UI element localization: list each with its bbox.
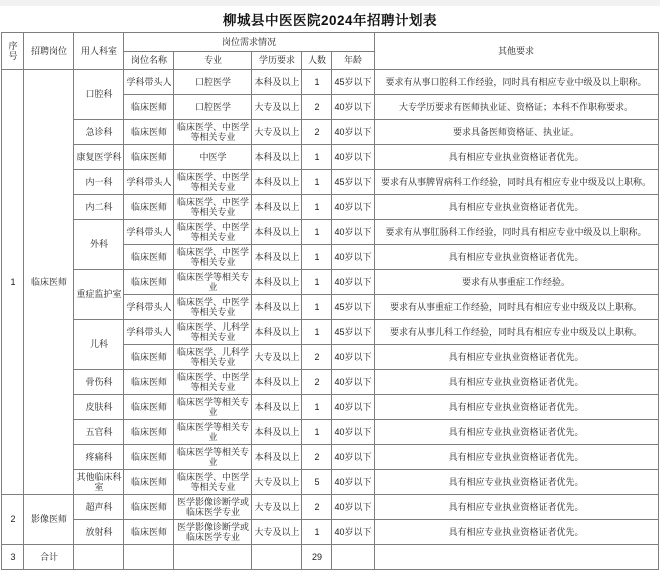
table-cell: 临床医学等相关专业: [174, 395, 252, 420]
table-row: [2, 520, 658, 545]
table-cell: 临床医师: [124, 395, 174, 420]
table-cell: 40岁以下: [332, 270, 374, 295]
header-education: 学历要求: [252, 52, 302, 70]
table-cell: 临床医师: [24, 70, 74, 495]
table-row: [2, 370, 658, 395]
table-cell: 临床医师: [124, 95, 174, 120]
table-cell: 急诊科: [74, 120, 124, 145]
table-row: [2, 120, 658, 145]
table-cell: 临床医学、中医学等相关专业: [174, 120, 252, 145]
table-cell: 2: [302, 95, 332, 120]
recruitment-table: [1, 32, 658, 570]
table-cell: 40岁以下: [332, 120, 374, 145]
header-major: 专业: [174, 52, 252, 70]
table-cell: 2: [302, 445, 332, 470]
table-cell: 临床医师: [124, 495, 174, 520]
table-cell: [74, 545, 124, 570]
page-title: 柳城县中医医院2024年招聘计划表: [222, 13, 438, 28]
table-cell: 要求有从事重症工作经验。: [374, 270, 658, 295]
table-cell: 1: [302, 270, 332, 295]
table-cell: 临床医学、中医学等相关专业: [174, 470, 252, 495]
table-cell: 临床医学、中医学等相关专业: [174, 245, 252, 270]
table-cell: 中医学: [174, 145, 252, 170]
table-cell: 儿科: [74, 320, 124, 370]
table-cell: 3: [2, 545, 24, 570]
table-cell: 临床医学等相关专业: [174, 445, 252, 470]
header-position: 招聘岗位: [24, 33, 74, 70]
table-cell: 40岁以下: [332, 395, 374, 420]
table-cell: 1: [302, 145, 332, 170]
table-cell: 口腔医学: [174, 95, 252, 120]
table-cell: [124, 545, 174, 570]
table-row: [2, 495, 658, 520]
table-cell: 临床医学、中医学等相关专业: [174, 195, 252, 220]
table-cell: 临床医师: [124, 270, 174, 295]
table-cell: 40岁以下: [332, 245, 374, 270]
table-cell: 1: [302, 170, 332, 195]
table-cell: 1: [302, 245, 332, 270]
table-cell: 大专及以上: [252, 470, 302, 495]
table-cell: 2: [302, 495, 332, 520]
table-cell: 临床医师: [124, 445, 174, 470]
table-row: [2, 445, 658, 470]
table-cell: 口腔科: [74, 70, 124, 120]
table-cell: 五官科: [74, 420, 124, 445]
table-cell: 45岁以下: [332, 320, 374, 345]
table-row: [2, 220, 658, 245]
table-cell: 医学影像诊断学或临床医学专业: [174, 520, 252, 545]
table-cell: 临床医师: [124, 245, 174, 270]
table-cell: 内二科: [74, 195, 124, 220]
table-cell: 本科及以上: [252, 320, 302, 345]
header-age: 年龄: [332, 52, 374, 70]
table-cell: 1: [302, 520, 332, 545]
table-cell: 要求有从事重症工作经验，同时具有相应专业中级及以上职称。: [374, 295, 658, 320]
table-cell: 临床医师: [124, 520, 174, 545]
table-cell: 1: [2, 70, 24, 495]
table-cell: 40岁以下: [332, 495, 374, 520]
table-cell: 具有相应专业执业资格证者优先。: [374, 245, 658, 270]
table-row: [2, 545, 658, 570]
table-cell: 要求有从事肛肠科工作经验，同时具有相应专业中级及以上职称。: [374, 220, 658, 245]
table-cell: 超声科: [74, 495, 124, 520]
table-cell: 1: [302, 70, 332, 95]
table-cell: 5: [302, 470, 332, 495]
table-header: [2, 33, 658, 70]
table-cell: 29: [302, 545, 332, 570]
table-cell: 具有相应专业执业资格证者优先。: [374, 195, 658, 220]
table-cell: 口腔医学: [174, 70, 252, 95]
table-cell: [174, 545, 252, 570]
table-cell: 40岁以下: [332, 145, 374, 170]
table-cell: 临床医学等相关专业: [174, 420, 252, 445]
table-cell: 本科及以上: [252, 170, 302, 195]
header-count: 人数: [302, 52, 332, 70]
table-cell: 大专及以上: [252, 495, 302, 520]
table-row: [2, 170, 658, 195]
table-cell: 具有相应专业执业资格证者优先。: [374, 145, 658, 170]
table-row: [2, 420, 658, 445]
table-cell: 骨伤科: [74, 370, 124, 395]
table-cell: 学科带头人: [124, 295, 174, 320]
table-cell: 1: [302, 395, 332, 420]
table-cell: 1: [302, 195, 332, 220]
table-cell: 大专及以上: [252, 520, 302, 545]
table-cell: 本科及以上: [252, 370, 302, 395]
table-cell: 具有相应专业执业资格证者优先。: [374, 420, 658, 445]
header-other: 其他要求: [374, 33, 658, 70]
table-cell: 要求有从事儿科工作经验，同时具有相应专业中级及以上职称。: [374, 320, 658, 345]
table-cell: 放射科: [74, 520, 124, 545]
table-cell: 40岁以下: [332, 220, 374, 245]
table-cell: 临床医学、中医学等相关专业: [174, 370, 252, 395]
table-cell: 临床医学、儿科学等相关专业: [174, 320, 252, 345]
table-cell: 重症监护室: [74, 270, 124, 320]
table-row: [2, 70, 658, 95]
table-cell: 具有相应专业执业资格证者优先。: [374, 395, 658, 420]
table-cell: 影像医师: [24, 495, 74, 545]
table-cell: [332, 545, 374, 570]
table-cell: 本科及以上: [252, 270, 302, 295]
table-cell: 要求具备医师资格证、执业证。: [374, 120, 658, 145]
table-cell: 大专及以上: [252, 95, 302, 120]
table-row: [2, 270, 658, 295]
table-row: [2, 395, 658, 420]
table-row: [2, 145, 658, 170]
header-post-name: 岗位名称: [124, 52, 174, 70]
header-serial: 序号: [2, 33, 24, 70]
table-cell: 本科及以上: [252, 70, 302, 95]
table-cell: 本科及以上: [252, 245, 302, 270]
table-cell: 本科及以上: [252, 395, 302, 420]
table-cell: 合计: [24, 545, 74, 570]
table-cell: 40岁以下: [332, 345, 374, 370]
table-cell: 具有相应专业执业资格证者优先。: [374, 495, 658, 520]
table-cell: 2: [302, 370, 332, 395]
table-cell: 2: [2, 495, 24, 545]
header-demand-group: 岗位需求情况: [124, 33, 374, 52]
table-cell: 学科带头人: [124, 70, 174, 95]
table-cell: 2: [302, 345, 332, 370]
header-row-1: [2, 33, 658, 52]
table-cell: [374, 545, 658, 570]
table-cell: 本科及以上: [252, 220, 302, 245]
table-cell: 其他临床科室: [74, 470, 124, 495]
table-cell: 外科: [74, 220, 124, 270]
table-cell: 临床医师: [124, 470, 174, 495]
table-row: [2, 470, 658, 495]
table-cell: 要求有从事口腔科工作经验，同时具有相应专业中级及以上职称。: [374, 70, 658, 95]
table-cell: 2: [302, 120, 332, 145]
table-cell: 具有相应专业执业资格证者优先。: [374, 370, 658, 395]
table-cell: 本科及以上: [252, 195, 302, 220]
table-cell: 1: [302, 295, 332, 320]
table-cell: 临床医师: [124, 145, 174, 170]
table-cell: 具有相应专业执业资格证者优先。: [374, 445, 658, 470]
table-row: [2, 195, 658, 220]
table-cell: 45岁以下: [332, 295, 374, 320]
table-cell: 临床医学等相关专业: [174, 270, 252, 295]
table-body: [2, 70, 658, 570]
table-cell: 40岁以下: [332, 370, 374, 395]
table-cell: 具有相应专业执业资格证者优先。: [374, 470, 658, 495]
table-cell: [252, 545, 302, 570]
table-cell: 1: [302, 320, 332, 345]
table-cell: 1: [302, 420, 332, 445]
table-cell: 临床医学、中医学等相关专业: [174, 220, 252, 245]
table-cell: 1: [302, 220, 332, 245]
table-cell: 临床医学、中医学等相关专业: [174, 295, 252, 320]
table-cell: 学科带头人: [124, 320, 174, 345]
table-cell: 临床医师: [124, 345, 174, 370]
table-cell: 学科带头人: [124, 170, 174, 195]
table-cell: 40岁以下: [332, 470, 374, 495]
table-cell: 40岁以下: [332, 195, 374, 220]
table-cell: 具有相应专业执业资格证者优先。: [374, 520, 658, 545]
table-cell: 具有相应专业执业资格证者优先。: [374, 345, 658, 370]
table-cell: 40岁以下: [332, 445, 374, 470]
table-cell: 本科及以上: [252, 445, 302, 470]
table-cell: 内一科: [74, 170, 124, 195]
table-cell: 要求有从事脾胃病科工作经验，同时具有相应专业中级及以上职称。: [374, 170, 658, 195]
table-cell: 临床医师: [124, 195, 174, 220]
top-strip: [0, 0, 660, 6]
table-cell: 临床医师: [124, 420, 174, 445]
table-cell: 本科及以上: [252, 145, 302, 170]
table-row: [2, 320, 658, 345]
table-cell: 45岁以下: [332, 70, 374, 95]
table-cell: 40岁以下: [332, 95, 374, 120]
table-cell: 医学影像诊断学或临床医学专业: [174, 495, 252, 520]
header-department: 用人科室: [74, 33, 124, 70]
table-cell: 40岁以下: [332, 520, 374, 545]
table-cell: 临床医学、儿科学等相关专业: [174, 345, 252, 370]
table-cell: 临床医学、中医学等相关专业: [174, 170, 252, 195]
table-cell: 本科及以上: [252, 295, 302, 320]
table-cell: 临床医师: [124, 120, 174, 145]
table-cell: 40岁以下: [332, 420, 374, 445]
table-cell: 疼痛科: [74, 445, 124, 470]
table-cell: 45岁以下: [332, 170, 374, 195]
table-cell: 学科带头人: [124, 220, 174, 245]
table-cell: 本科及以上: [252, 420, 302, 445]
table-cell: 大专及以上: [252, 345, 302, 370]
table-cell: 大专学历要求有医师执业证、资格证；本科不作职称要求。: [374, 95, 658, 120]
table-cell: 大专及以上: [252, 120, 302, 145]
table-cell: 临床医师: [124, 370, 174, 395]
table-cell: 康复医学科: [74, 145, 124, 170]
table-cell: 皮肤科: [74, 395, 124, 420]
